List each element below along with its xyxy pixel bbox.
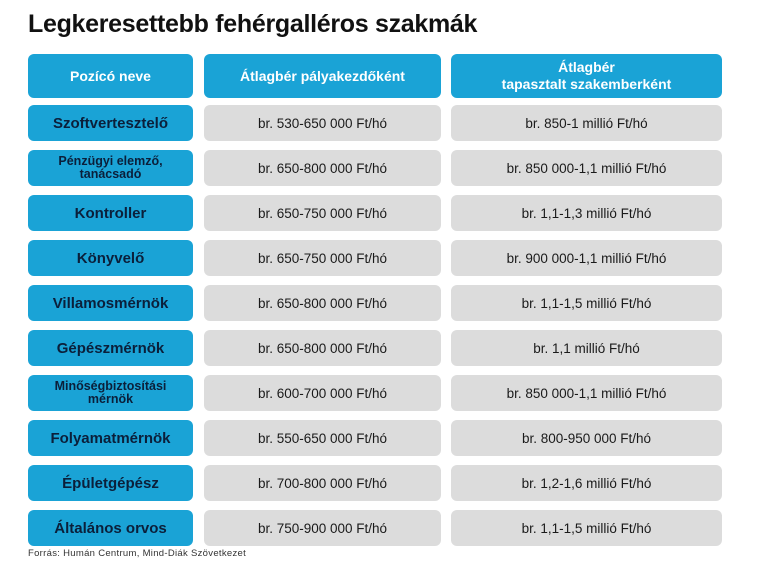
position-cell: Épületgépész [28, 465, 193, 501]
entry-salary-cell: br. 700-800 000 Ft/hó [204, 465, 441, 501]
table-row [0, 150, 760, 186]
position-cell: Szoftvertesztelő [28, 105, 193, 141]
table-row [0, 240, 760, 276]
table-row [0, 465, 760, 501]
experienced-salary-cell: br. 850 000-1,1 millió Ft/hó [451, 375, 722, 411]
table-row [0, 510, 760, 546]
table-row [0, 105, 760, 141]
header-experienced-line2: tapasztalt szakemberként [501, 76, 672, 92]
experienced-salary-cell: br. 1,1-1,5 millió Ft/hó [451, 285, 722, 321]
page-title: Legkeresettebb fehérgalléros szakmák [28, 10, 478, 38]
source-note: Forrás: Humán Centrum, Mind-Diák Szövetkezet [28, 548, 247, 559]
experienced-salary-cell: br. 850 000-1,1 millió Ft/hó [451, 150, 722, 186]
entry-salary-cell: br. 650-750 000 Ft/hó [204, 195, 441, 231]
entry-salary-cell: br. 600-700 000 Ft/hó [204, 375, 441, 411]
experienced-salary-cell: br. 1,2-1,6 millió Ft/hó [451, 465, 722, 501]
header-experienced-line1: Átlagbér [558, 59, 615, 75]
entry-salary-cell: br. 650-750 000 Ft/hó [204, 240, 441, 276]
position-cell: Gépészmérnök [28, 330, 193, 366]
entry-salary-cell: br. 650-800 000 Ft/hó [204, 150, 441, 186]
header-position: Pozícó neve [28, 54, 193, 98]
experienced-salary-cell: br. 800-950 000 Ft/hó [451, 420, 722, 456]
entry-salary-cell: br. 650-800 000 Ft/hó [204, 285, 441, 321]
position-cell: Könyvelő [28, 240, 193, 276]
position-cell: Kontroller [28, 195, 193, 231]
experienced-salary-cell: br. 900 000-1,1 millió Ft/hó [451, 240, 722, 276]
experienced-salary-cell: br. 1,1-1,3 millió Ft/hó [451, 195, 722, 231]
entry-salary-cell: br. 530-650 000 Ft/hó [204, 105, 441, 141]
entry-salary-cell: br. 750-900 000 Ft/hó [204, 510, 441, 546]
position-cell [28, 375, 193, 411]
entry-salary-cell: br. 650-800 000 Ft/hó [204, 330, 441, 366]
position-cell: Villamosmérnök [28, 285, 193, 321]
position-cell: Folyamatmérnök [28, 420, 193, 456]
position-cell [28, 150, 193, 186]
position-cell: Általános orvos [28, 510, 193, 546]
entry-salary-cell: br. 550-650 000 Ft/hó [204, 420, 441, 456]
experienced-salary-cell: br. 1,1-1,5 millió Ft/hó [451, 510, 722, 546]
table-row [0, 285, 760, 321]
table-row [0, 330, 760, 366]
header-entry-salary: Átlagbér pályakezdőként [204, 54, 441, 98]
position-label: Minőségbiztosítási mérnök [54, 379, 167, 406]
table-row [0, 420, 760, 456]
table-row [0, 375, 760, 411]
position-label: Pénzügyi elemző, tanácsadó [58, 154, 163, 181]
table-row [0, 195, 760, 231]
header-experienced-salary [451, 54, 722, 98]
experienced-salary-cell: br. 1,1 millió Ft/hó [451, 330, 722, 366]
experienced-salary-cell: br. 850-1 millió Ft/hó [451, 105, 722, 141]
